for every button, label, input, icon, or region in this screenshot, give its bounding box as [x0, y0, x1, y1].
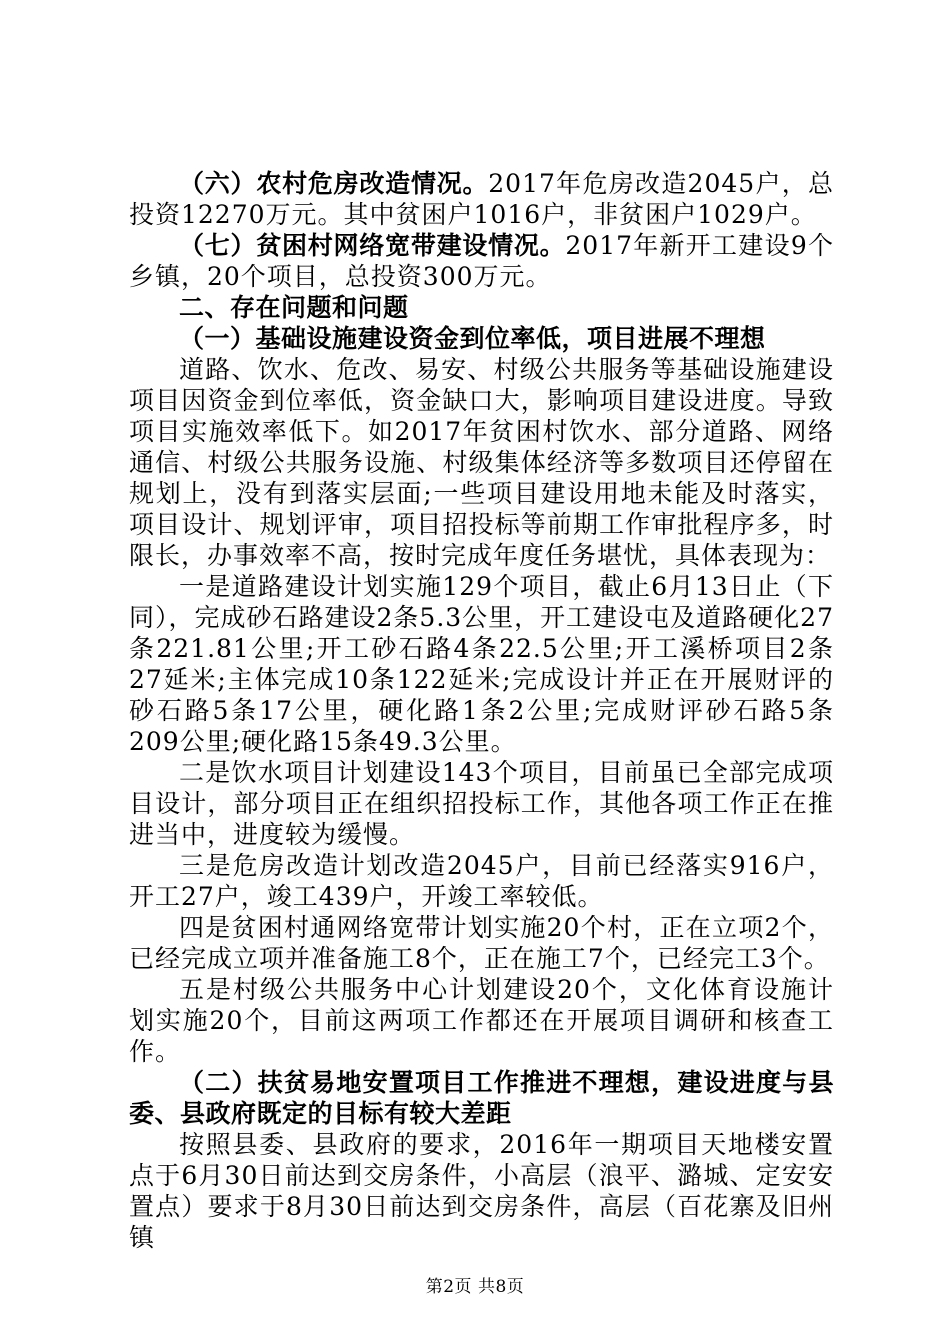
subsection-1-paragraph-6: 五是村级公共服务中心计划建设20个，文化体育设施计划实施20个，目前这两项工作都还在开展项目调研和核查工作。: [129, 975, 834, 1066]
page-footer: 第2页 共8页: [425, 1277, 525, 1297]
subsection-1-paragraph-3: 二是饮水项目计划建设143个项目，目前虽已全部完成项目设计，部分项目正在组织招投标工作，其他各项工作正在推进当中，进度较为缓慢。: [129, 758, 834, 849]
subsection-1-paragraph-4: 三是危房改造计划改造2045户，目前已经落实916户，开工27户，竣工439户，开竣工率较低。: [129, 851, 834, 911]
section-7-title: （七）贫困村网络宽带建设情况。: [179, 231, 566, 260]
section-6-text: 2017年危房改造2045户，总投资12270万元。其中贫困户1016户，非贫困户1029户。: [129, 169, 834, 229]
section-7-text: 2017年新开工建设9个乡镇，20个项目，总投资300万元。: [129, 231, 834, 291]
subsection-1-paragraph-2: 一是道路建设计划实施129个项目，截止6月13日止（下同），完成砂石路建设2条5.3公里，开工建设屯及道路硬化27条221.81公里;开工砂石路4条22.5公里;开工溪桥项目2条27延米;主体完成10条122延米;完成设计并正在开展财评的砂石路5条17公里，硬化路1条2公里;完成财评砂石路5条209公里;硬化路15条49.3公里。: [129, 572, 834, 756]
subsection-1-heading: （一）基础设施建设资金到位率低，项目进展不理想: [179, 324, 766, 353]
section-6-title: （六）农村危房改造情况。: [179, 169, 489, 198]
subsection-1-paragraph-1: 道路、饮水、危改、易安、村级公共服务等基础设施建设项目因资金到位率低，资金缺口大，影响项目建设进度。导致项目实施效率低下。如2017年贫困村饮水、部分道路、网络通信、村级公共服务设施、村级集体经济等多数项目还停留在规划上，没有到落实层面;一些项目建设用地未能及时落实，项目设计、规划评审，项目招投标等前期工作审批程序多，时限长，办事效率不高，按时完成年度任务堪忧，具体表现为：: [129, 355, 834, 570]
part-2-heading: 二、存在问题和问题: [179, 293, 409, 322]
subsection-2-paragraph-1: 按照县委、县政府的要求，2016年一期项目天地楼安置点于6月30日前达到交房条件，小高层（浪平、潞城、定安安置点）要求于8月30日前达到交房条件，高层（百花寨及旧州镇: [129, 1130, 834, 1252]
document-body: [129, 168, 834, 1253]
section-6-paragraph: [129, 168, 834, 230]
section-7-paragraph: [129, 230, 834, 292]
subsection-2-heading: （二）扶贫易地安置项目工作推进不理想，建设进度与县委、县政府既定的目标有较大差距: [129, 1068, 834, 1128]
subsection-1-paragraph-5: 四是贫困村通网络宽带计划实施20个村，正在立项2个，已经完成立项并准备施工8个，正在施工7个，已经完工3个。: [129, 913, 834, 973]
